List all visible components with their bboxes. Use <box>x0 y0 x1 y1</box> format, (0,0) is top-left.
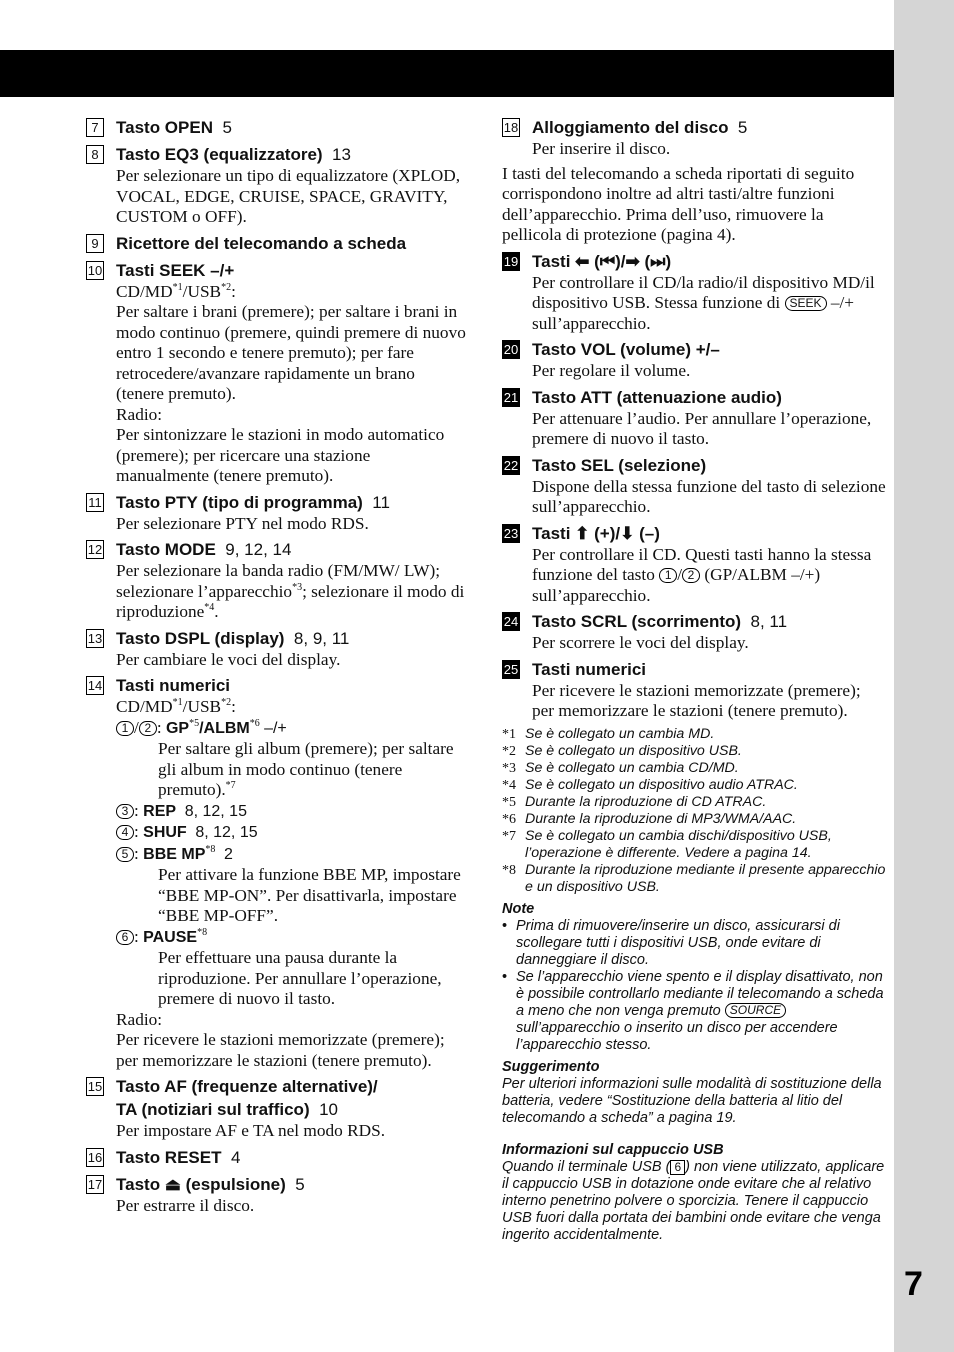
page-ref: 8, 12, 15 <box>195 824 258 841</box>
item-number: 22 <box>503 457 519 473</box>
note-heading: Note <box>502 900 535 917</box>
albm-label: /ALBM <box>199 719 250 737</box>
source-label: /USB <box>182 281 222 301</box>
footnote-ref: *5 <box>189 717 200 729</box>
page-ref: 10 <box>319 1100 338 1119</box>
usb-cap-heading: Informazioni sul cappuccio USB <box>502 1141 724 1158</box>
gp-label: GP <box>165 719 190 737</box>
item-description: Per effettuare una pausa durante la riproduzione. Per annullare l’operazione, premere di nuovo il tasto. <box>158 948 442 1008</box>
note-item: • Se l’apparecchio viene spento e il display disattivato, non è possibile controllarlo mediante il telecomando a scheda a meno che non venga premuto SOURCE sull’apparecchio o inserito un disco per accendere l’apparecchio stesso. <box>502 968 884 1053</box>
item-19: 19 Tasti ⬅ (⏮)/➡ (⏭) Per controllare il CD/la radio/il dispositivo MD/il dispositivo USB. Stessa funzione di SEEK –/+ sull’apparecchio. <box>503 251 875 333</box>
page-ref: 13 <box>332 145 351 164</box>
item-15 <box>86 1075 466 1142</box>
item-title: Tasti <box>532 251 571 271</box>
item-title: Tasto DSPL (display) <box>116 628 285 648</box>
footnote: *6 Durante la riproduzione di MP3/WMA/AAC. <box>502 810 797 827</box>
item-description: Per saltare gli album (premere); per saltare gli album in modo continuo (tenere premuto). <box>158 739 454 799</box>
skip-back-icon: ⏮ <box>599 251 616 271</box>
page-ref: 8, 11 <box>750 612 788 631</box>
key-4-icon: 4 <box>116 825 134 840</box>
source-label: CD/MD <box>116 281 173 301</box>
usb-cap-text: Quando il terminale USB ( 6 ) non viene utilizzato, applicare il cappuccio USB in dotazione onde evitare che al relativo interno penetrino polvere o sporcizia. Tenere il cappuccio USB fuori dalla portata dei bambini onde evitare che venga ingerito accidentalmente. <box>502 1158 885 1243</box>
item-title: Tasti numerici <box>116 676 230 695</box>
seek-key-icon: SEEK <box>785 296 827 311</box>
note-section <box>502 900 887 1054</box>
skip-forward-icon: ⏭ <box>650 251 666 271</box>
footnote-ref: *2 <box>221 697 232 709</box>
footnote: *3 Se è collegato un cambia CD/MD. <box>502 759 739 776</box>
right-column <box>502 116 887 1244</box>
item-number: 20 <box>503 342 519 357</box>
footnote-ref: *2 <box>221 281 232 293</box>
item-number: 24 <box>503 614 519 629</box>
item-title: Tasto <box>116 1174 161 1194</box>
colon: : <box>231 281 236 301</box>
footnote-ref: *8 <box>205 843 216 855</box>
item-number: 10 <box>87 262 103 278</box>
footnote-ref: *1 <box>172 281 183 293</box>
item-8 <box>86 143 466 228</box>
item-number: 21 <box>503 389 519 405</box>
item-16 <box>86 1146 466 1169</box>
item-22 <box>502 454 887 518</box>
item-21 <box>502 386 887 450</box>
item-20 <box>502 338 887 382</box>
source-key-icon: SOURCE <box>725 1003 786 1018</box>
item-17 <box>86 1173 466 1217</box>
item-title: TA (notiziari sul traffico) <box>116 1100 310 1119</box>
item-description: Per regolare il volume. <box>532 361 691 380</box>
item-description: Per cambiare le voci del display. <box>116 649 341 669</box>
page-ref: 9, 12, 14 <box>225 540 292 559</box>
item-number: 15 <box>87 1079 103 1094</box>
key-1-icon: 1 <box>659 568 677 583</box>
item-title: Tasti SEEK –/+ <box>116 260 235 280</box>
item-description: Per impostare AF e TA nel modo RDS. <box>116 1121 386 1140</box>
item-number: 23 <box>503 525 519 541</box>
item-number: 16 <box>87 1149 103 1165</box>
item-number: 12 <box>87 542 103 557</box>
item-14: 14 Tasti numerici CD/MD$^{*1}$/USB$^{*2}$: 1 / 2 : GP$^{*5}$/ALBM$^{*6}$ –/+ Per saltare gli album (premere); per saltare gli album in modo continuo (tenere premuto).$^{*7}$ 3 : REP 8, 12, 15 4 : SHUF 8, 12, 15 5 : BBE MP$^{*8}$ 2 Per attivare la funzione BBE MP, impostare “BBE MP-ON”. Per disattivarla, impostare “BBE MP-OFF”. 6 : PAUSE$^{*8}$ Per effettuare una pausa durante la riproduzione. Per annullare l’operazione, premere di nuovo il tasto. Radio: Per ricevere le stazioni memorizzate (premere); per memorizzare le stazioni (tenere premuto). <box>86 674 466 1071</box>
page-ref: 4 <box>230 1147 241 1167</box>
item-title: Tasto SEL (selezione) <box>532 455 707 475</box>
item-title: Tasti numerici <box>532 659 646 679</box>
footnote: *2 Se è collegato un dispositivo USB. <box>502 742 742 759</box>
bbe-label: BBE MP <box>143 845 206 863</box>
item-description: Per selezionare PTY nel modo RDS. <box>116 513 369 533</box>
item-description: Dispone della stessa funzione del tasto di selezione sull’apparecchio. <box>532 476 886 516</box>
side-tab <box>894 0 954 1352</box>
colon: : <box>231 697 236 716</box>
page-number: 7 <box>904 1265 923 1303</box>
left-arrow-icon: ⬅ <box>575 251 590 271</box>
item-number: 25 <box>503 661 519 677</box>
usb-cap-section <box>502 1141 887 1244</box>
footnote-ref: *3 <box>292 581 303 593</box>
item-13 <box>86 627 466 671</box>
right-arrow-icon: ➡ <box>625 251 640 271</box>
item-18 <box>502 116 887 160</box>
item-title: Tasto MODE <box>116 540 216 559</box>
tip-text: Per ulteriori informazioni sulle modalità di sostituzione della batteria, vedere “Sostituzione della batteria al litio del telecomando a scheda” a pagina 19. <box>502 1075 882 1126</box>
header-bar <box>0 50 894 97</box>
left-column <box>86 116 466 1216</box>
footnotes <box>502 726 887 896</box>
item-description: Per selezionare la banda radio (FM/MW/ LW); selezionare l’apparecchio$^{*3}$; selezionare il modo di riproduzione$^{*4}$. <box>116 561 465 621</box>
page-ref: 5 <box>222 118 232 137</box>
item-11 <box>86 491 466 535</box>
item-description: Per controllare il CD. Questi tasti hanno la stessa funzione del tasto <box>532 544 872 584</box>
item-10 <box>86 259 466 487</box>
item-description: Per controllare il CD/la radio/il dispositivo MD/il dispositivo USB. Stessa funzione di <box>532 272 875 312</box>
eject-icon: ⏏ <box>164 1174 181 1194</box>
page-ref: 8, 12, 15 <box>184 802 247 820</box>
radio-label: Radio: <box>116 404 163 424</box>
item-9 <box>86 232 466 255</box>
footnote: *1 Se è collegato un cambia MD. <box>502 725 715 742</box>
item-number: 11 <box>86 493 104 512</box>
pause-label: PAUSE <box>143 928 198 946</box>
footnote-ref: *4 <box>204 602 215 614</box>
item-description: Per selezionare un tipo di equalizzatore (XPLOD, VOCAL, EDGE, CRUISE, SPACE, GRAVITY, CUSTOM o OFF). <box>116 166 461 226</box>
page-ref: 5 <box>737 118 748 137</box>
note-item: • Prima di rimuovere/inserire un disco, assicurarsi di scollegare tutti i dispositivi USB, onde evitare di danneggiare il disco. <box>502 917 840 968</box>
item-12 <box>86 538 466 623</box>
item-24 <box>502 610 887 654</box>
item-number: 18 <box>503 120 519 135</box>
item-description: Per inserire il disco. <box>532 139 671 158</box>
footnote-ref: *7 <box>225 780 236 792</box>
footnote: *4 Se è collegato un dispositivo audio ATRAC. <box>502 776 798 793</box>
footnote-ref: *1 <box>172 697 183 709</box>
item-title: Tasto RESET <box>116 1147 222 1167</box>
item-number: 14 <box>87 678 103 693</box>
up-arrow-icon: ⬆ <box>575 523 590 543</box>
item-title: Tasti <box>532 523 571 543</box>
item-number: 8 <box>86 145 104 164</box>
item-description: Per ricevere le stazioni memorizzate (premere); per memorizzare le stazioni (tenere premuto). <box>116 1030 445 1070</box>
source-label: /USB <box>182 697 222 716</box>
shuf-label: SHUF <box>143 824 187 841</box>
item-description: Per sintonizzare le stazioni in modo automatico (premere); per ricercare una stazione manualmente (tenere premuto). <box>116 425 445 485</box>
item-title: Tasto EQ3 (equalizzatore) <box>116 145 323 164</box>
item-description: Per saltare i brani (premere); per saltare i brani in modo continuo (premere, quindi premere di nuovo entro 1 secondo e tenere premuto); per fare retrocedere/avanzare rapidamente un brano (tenere premuto). <box>116 302 466 403</box>
item-number: 13 <box>87 630 103 646</box>
item-number: 9 <box>86 234 104 253</box>
item-title: Tasto OPEN <box>116 118 213 137</box>
item-title: Tasto PTY (tipo di programma) <box>116 492 363 512</box>
rep-label: REP <box>143 802 177 820</box>
item-25 <box>502 658 887 722</box>
item-title: Tasto VOL (volume) +/– <box>532 340 720 359</box>
down-arrow-icon: ⬇ <box>620 523 635 543</box>
footnote: *5 Durante la riproduzione di CD ATRAC. <box>502 793 767 810</box>
item-description: Per attenuare l’audio. Per annullare l’operazione, premere di nuovo il tasto. <box>532 408 872 448</box>
intro-paragraph: I tasti del telecomando a scheda riportati di seguito corrispondono inoltre ad altri tasti/altre funzioni dell’apparecchio. Prima dell’uso, rimuovere la pellicola di protezione (pagina 4). <box>502 163 855 244</box>
usb-terminal-number: 6 <box>670 1160 685 1175</box>
key-2-icon: 2 <box>682 568 700 583</box>
item-title: Tasto SCRL (scorrimento) <box>532 612 742 631</box>
item-description: Per ricevere le stazioni memorizzate (premere); per memorizzare le stazioni (tenere premuto). <box>532 680 861 720</box>
key-3-icon: 3 <box>116 804 134 819</box>
item-number: 7 <box>86 118 104 137</box>
footnote-ref: *6 <box>249 717 260 729</box>
item-title: Alloggiamento del disco <box>532 118 729 137</box>
item-23: 23 Tasti ⬆ (+)/⬇ (–) Per controllare il CD. Questi tasti hanno la stessa funzione del tasto 1 / 2 (GP/ALBM –/+) sull’apparecchio. <box>503 523 872 605</box>
item-7 <box>86 116 466 139</box>
footnote: *7 Se è collegato un cambia dischi/dispositivo USB, l’operazione è differente. Vedere a pagina 14. <box>502 827 832 861</box>
page-ref: 2 <box>224 845 233 863</box>
item-description: Per scorrere le voci del display. <box>532 633 749 652</box>
item-description: Per estrarre il disco. <box>116 1195 255 1215</box>
page-ref: 5 <box>295 1174 305 1194</box>
key-6-icon: 6 <box>116 930 134 945</box>
item-title: Tasto ATT (attenuazione audio) <box>532 387 782 407</box>
key-1-icon: 1 <box>116 721 134 736</box>
key-5-icon: 5 <box>116 847 134 862</box>
item-number: 19 <box>503 253 519 269</box>
footnote-ref: *8 <box>197 926 208 938</box>
page-ref: 11 <box>372 492 390 512</box>
item-number: 17 <box>87 1176 103 1192</box>
key-2-icon: 2 <box>139 721 157 736</box>
item-description: Per attivare la funzione BBE MP, impostare “BBE MP-ON”. Per disattivarla, impostare “BBE MP-OFF”. <box>158 865 461 925</box>
item-title: Ricettore del telecomando a scheda <box>116 233 407 253</box>
source-label: CD/MD <box>116 697 173 716</box>
tip-heading: Suggerimento <box>502 1058 600 1075</box>
item-title: Tasto AF (frequenze alternative)/ <box>116 1077 378 1096</box>
page-ref: 8, 9, 11 <box>293 628 350 648</box>
radio-label: Radio: <box>116 1009 163 1029</box>
item-title: (espulsione) <box>185 1174 286 1194</box>
tip-section <box>502 1058 887 1127</box>
footnote: *8 Durante la riproduzione mediante il presente apparecchio e un dispositivo USB. <box>502 861 886 895</box>
